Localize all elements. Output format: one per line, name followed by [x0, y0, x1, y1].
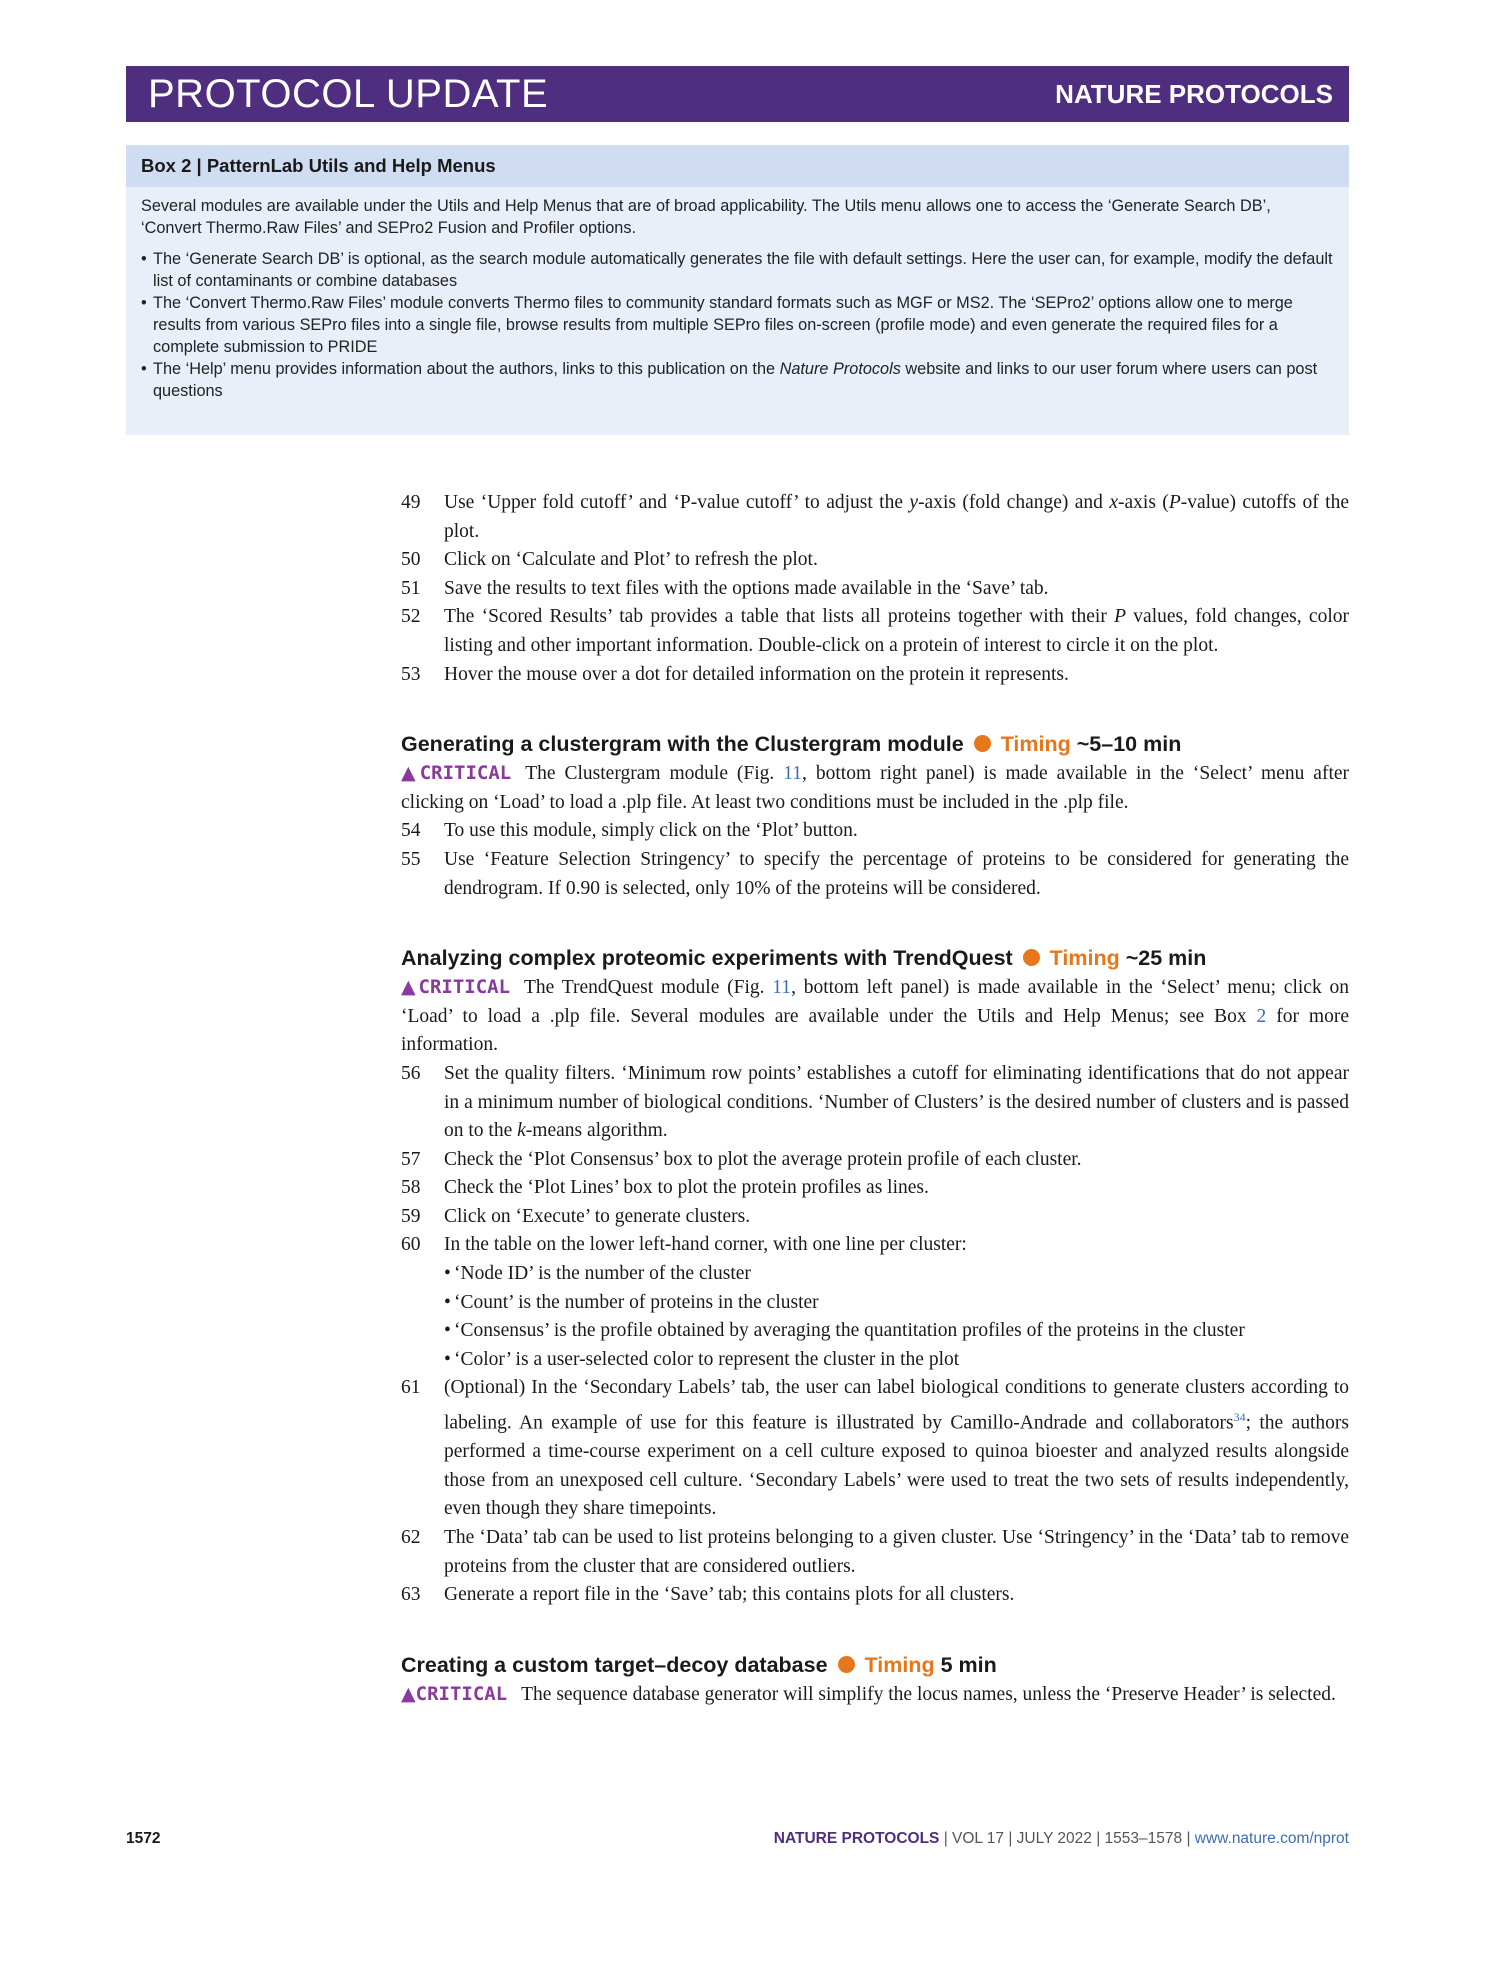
page-footer: [126, 1830, 1349, 1854]
step-57: 57 Check the ‘Plot Consensus’ box to plot the average protein profile of each cluster.: [401, 1146, 1349, 1175]
timing-value: ~5–10 min: [1076, 732, 1182, 757]
step-50: 50 Click on ‘Calculate and Plot’ to refresh the plot.: [401, 546, 1349, 575]
citation-reference-link[interactable]: 34: [1233, 1410, 1246, 1425]
box-bullet: • The ‘Help’ menu provides information about the authors, links to this publication on the Nature Protocols website and links to our user forum where users can post questions: [141, 358, 1334, 402]
footer-citation: NATURE PROTOCOLS | VOL 17 | JULY 2022 | 1553–1578 | www.nature.com/nprot: [773, 1830, 1349, 1847]
page-header-bar: [126, 66, 1349, 122]
critical-label: ▲CRITICAL: [401, 762, 512, 785]
figure-reference-link[interactable]: 11: [772, 977, 792, 999]
box-title: Box 2 | PatternLab Utils and Help Menus: [126, 145, 1349, 187]
section-heading-clustergram: Generating a clustergram with the Clustergram module Timing ~5–10 min: [401, 732, 1182, 757]
box-reference-link[interactable]: 2: [1256, 1005, 1267, 1027]
timing-label: Timing: [864, 1652, 935, 1677]
critical-note: ▲CRITICAL The TrendQuest module (Fig. 11, bottom left panel) is made available in the ‘Select’ menu; click on ‘Load’ to load a .plp file. Several modules are available under the Utils and Help Menus; see Box 2 for more information.: [401, 976, 1349, 1056]
step-63: 63 Generate a report file in the ‘Save’ tab; this contains plots for all clusters.: [401, 1581, 1349, 1610]
step-62: 62 The ‘Data’ tab can be used to list proteins belonging to a given cluster. Use ‘Stringency’ in the ‘Data’ tab to remove proteins from the cluster that are considered outliers.: [401, 1524, 1349, 1581]
footer-journal: NATURE PROTOCOLS: [773, 1830, 940, 1847]
step-number: 62: [401, 1526, 421, 1548]
main-column: [401, 489, 1349, 1709]
step-49: 49 Use ‘Upper fold cutoff’ and ‘P-value cutoff’ to adjust the y-axis (fold change) and x-axis (P-value) cutoffs of the plot.: [401, 489, 1349, 546]
step-number: 53: [401, 663, 421, 685]
step-number: 55: [401, 848, 421, 870]
step-61: 61 (Optional) In the ‘Secondary Labels’ tab, the user can label biological conditions to generate clusters according to labeling. An example of use for this feature is illustrated by Camillo-Andrade and collaborators$^{34}$; the authors performed a time-course experiment on a cell culture exposed to quinoa bioester and analyzed results alongside those from an unexposed cell culture. ‘Secondary Labels’ were used to treat the two sets of results independently, even though they share timepoints.: [401, 1374, 1349, 1523]
journal-name-italic: Nature Protocols: [779, 360, 901, 378]
step-60-bullet: • ‘Node ID’ is the number of the cluster: [401, 1260, 1349, 1289]
critical-triangle-icon: ▲: [401, 976, 419, 999]
step-60-bullet: • ‘Consensus’ is the profile obtained by averaging the quantitation profiles of the proteins in the cluster: [401, 1317, 1349, 1346]
box-bullet-list: [141, 248, 1334, 402]
critical-triangle-icon: ▲: [401, 1682, 416, 1705]
box-2: [126, 145, 1349, 435]
step-52: 52 The ‘Scored Results’ tab provides a table that lists all proteins together with their P values, fold changes, color listing and other important information. Double-click on a protein of interest to circle it on the plot.: [401, 603, 1349, 660]
header-journal-name: NATURE PROTOCOLS: [1055, 79, 1333, 109]
footer-url-link[interactable]: www.nature.com/nprot: [1194, 1830, 1349, 1847]
step-number: 57: [401, 1148, 421, 1170]
timing-label: Timing: [1049, 946, 1120, 971]
timing-dot-icon: [838, 1656, 855, 1673]
section-heading-database: Creating a custom target–decoy database Timing 5 min: [401, 1652, 997, 1677]
timing-dot-icon: [1023, 949, 1040, 966]
step-53: 53 Hover the mouse over a dot for detailed information on the protein it represents.: [401, 661, 1349, 690]
critical-note: ▲CRITICAL The sequence database generator will simplify the locus names, unless the ‘Preserve Header’ is selected.: [401, 1682, 1336, 1705]
step-number: 56: [401, 1062, 421, 1084]
step-60-bullet: • ‘Color’ is a user-selected color to represent the cluster in the plot: [401, 1346, 1349, 1375]
step-55: 55 Use ‘Feature Selection Stringency’ to specify the percentage of proteins to be considered for generating the dendrogram. If 0.90 is selected, only 10% of the proteins will be considered.: [401, 846, 1349, 903]
figure-reference-link[interactable]: 11: [783, 763, 803, 785]
step-54: 54 To use this module, simply click on the ‘Plot’ button.: [401, 817, 1349, 846]
timing-label: Timing: [1000, 732, 1071, 757]
box-intro: Several modules are available under the Utils and Help Menus that are of broad applicability. The Utils menu allows one to access the ‘Generate Search DB’, ‘Convert Thermo.Raw Files’ and SEPro2 Fusion and Profiler options.: [141, 197, 1271, 237]
page-number: 1572: [126, 1830, 161, 1847]
step-56: 56 Set the quality filters. ‘Minimum row points’ establishes a cutoff for eliminating identifications that do not appear in a minimum number of biological conditions. ‘Number of Clusters’ is the desired number of clusters and is passed on to the k-means algorithm.: [401, 1060, 1349, 1146]
step-number: 52: [401, 606, 421, 628]
critical-note: ▲CRITICAL The Clustergram module (Fig. 11, bottom right panel) is made available in the ‘Select’ menu after clicking on ‘Load’ to load a .plp file. At least two conditions must be included in the .plp file.: [401, 762, 1350, 813]
step-60: 60 In the table on the lower left-hand corner, with one line per cluster:: [401, 1231, 1349, 1260]
box-bullet: • The ‘Convert Thermo.Raw Files’ module converts Thermo files to community standard formats such as MGF or MS2. The ‘SEPro2’ options allow one to merge results from various SEPro files into a single file, browse results from multiple SEPro files on-screen (profile mode) and even generate the required files for a complete submission to PRIDE: [141, 292, 1334, 358]
step-number: 63: [401, 1584, 421, 1606]
timing-dot-icon: [974, 735, 991, 752]
step-number: 61: [401, 1377, 421, 1399]
step-number: 59: [401, 1205, 421, 1227]
step-number: 50: [401, 549, 421, 571]
box-bullet: • The ‘Generate Search DB’ is optional, as the search module automatically generates the file with default settings. Here the user can, for example, modify the default list of contaminants or combine databases: [141, 248, 1334, 292]
section-heading-trendquest: Analyzing complex proteomic experiments with TrendQuest Timing ~25 min: [401, 946, 1207, 971]
step-59: 59 Click on ‘Execute’ to generate clusters.: [401, 1203, 1349, 1232]
timing-value: 5 min: [940, 1652, 997, 1677]
critical-triangle-icon: ▲: [401, 762, 420, 785]
step-number: 49: [401, 492, 421, 513]
critical-label: ▲CRITICAL: [401, 976, 511, 999]
timing-value: ~25 min: [1125, 946, 1207, 971]
step-number: 54: [401, 820, 421, 842]
step-58: 58 Check the ‘Plot Lines’ box to plot the protein profiles as lines.: [401, 1174, 1349, 1203]
critical-label: ▲CRITICAL: [401, 1682, 508, 1705]
step-60-bullet: • ‘Count’ is the number of proteins in the cluster: [401, 1289, 1349, 1318]
box-body: [126, 187, 1349, 402]
step-51: 51 Save the results to text files with the options made available in the ‘Save’ tab.: [401, 575, 1349, 604]
step-number: 51: [401, 577, 421, 599]
step-number: 60: [401, 1234, 421, 1256]
step-number: 58: [401, 1177, 421, 1199]
header-section-title: PROTOCOL UPDATE: [148, 72, 549, 116]
